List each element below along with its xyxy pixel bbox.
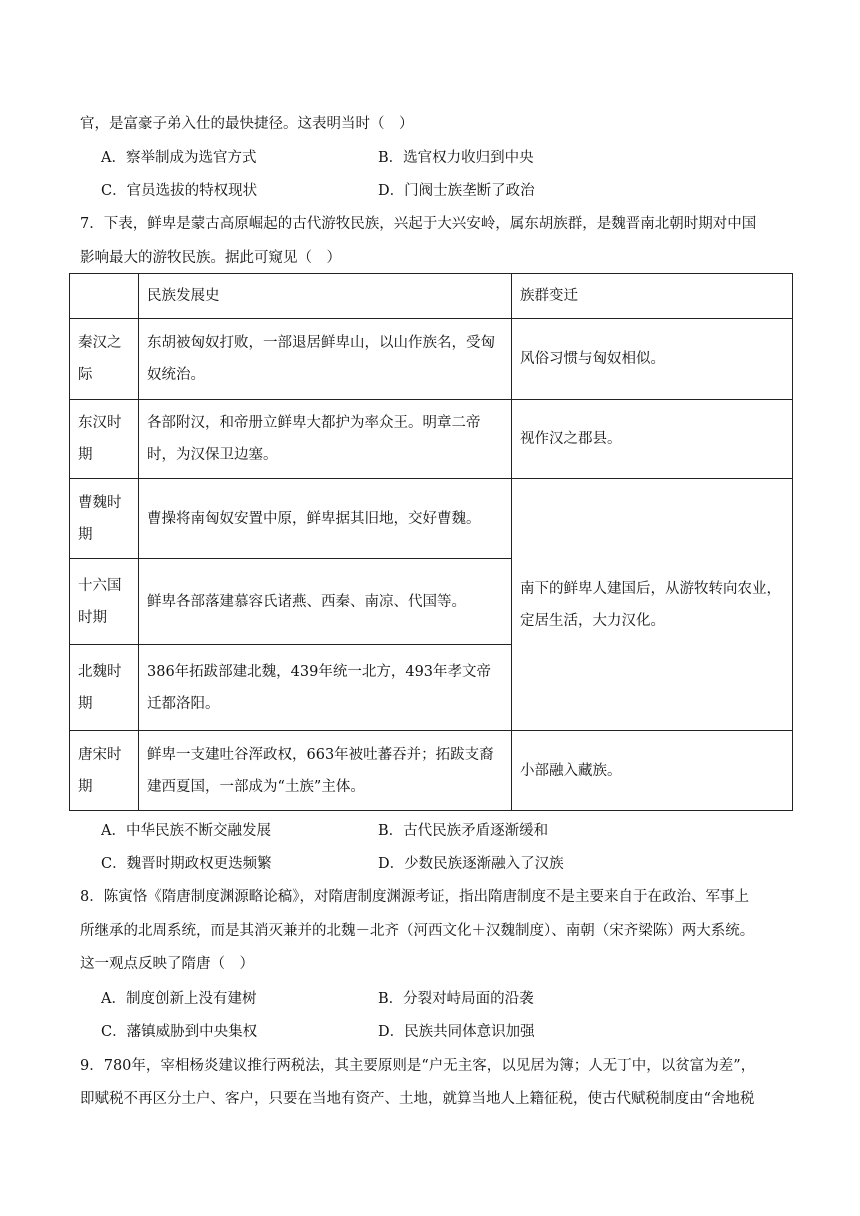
q7-option-b[interactable]: B．古代民族矛盾逐渐缓和 [378,823,549,839]
period-cell: 唐宋时期 [70,731,139,811]
q7-stem-line1: 7．下表，鲜卑是蒙古高原崛起的古代游牧民族，兴起于大兴安岭，属东胡族群，是魏晋南北朝时期对中国 [80,216,757,232]
table-header-cell: 族群变迁 [512,274,793,319]
change-cell: 小部融入藏族。 [512,731,793,811]
history-cell: 鲜卑各部落建慕容氏诸燕、西秦、南凉、代国等。 [139,559,512,645]
q7-stem-line2: 影响最大的游牧民族。据此可窥见（ ） [80,250,341,266]
change-cell: 视作汉之郡县。 [512,400,793,479]
change-cell: 风俗习惯与匈奴相似。 [512,319,793,400]
period-cell: 秦汉之际 [70,319,139,400]
q8-stem-line2: 所继承的北周系统，而是其消灭兼并的北魏－北齐（河西文化＋汉魏制度）、南朝（宋齐梁陈）两大系统。 [80,923,755,939]
history-cell: 各部附汉，和帝册立鲜卑大都护为率众王。明章二帝时，为汉保卫边塞。 [139,400,512,479]
history-cell: 鲜卑一支建吐谷浑政权，663年被吐蕃吞并；拓跋支裔建西夏国，一部成为“土族”主体。 [139,731,512,811]
q9-stem-line2: 即赋税不再区分土户、客户，只要在当地有资产、土地，就算当地人上籍征税，使古代赋税制度由“舍地税 [80,1091,755,1107]
q6-option-c[interactable]: C．官员选拔的特权现状 [101,183,258,199]
q7-option-d[interactable]: D．少数民族逐渐融入了汉族 [378,856,564,872]
table-row [70,731,793,811]
table-header-row [70,274,793,319]
q6-option-d[interactable]: D．门阀士族垄断了政治 [378,183,535,199]
q8-option-c[interactable]: C．藩镇威胁到中央集权 [101,1024,258,1040]
q7-option-c[interactable]: C．魏晋时期政权更迭频繁 [101,856,272,872]
period-cell: 东汉时期 [70,400,139,479]
period-cell: 十六国时期 [70,559,139,645]
table-header-cell [70,274,139,319]
q8-stem-line1: 8．陈寅恪《隋唐制度渊源略论稿》，对隋唐制度渊源考证，指出隋唐制度不是主要来自于在政治、军事上 [80,889,749,905]
table-row [70,400,793,479]
history-cell: 东胡被匈奴打败，一部退居鲜卑山，以山作族名，受匈奴统治。 [139,319,512,400]
change-cell-merged: 南下的鲜卑人建国后，从游牧转向农业，定居生活，大力汉化。 [512,479,793,731]
history-cell: 曹操将南匈奴安置中原，鲜卑据其旧地，交好曹魏。 [139,479,512,559]
q8-option-a[interactable]: A．制度创新上没有建树 [101,991,257,1007]
q8-option-d[interactable]: D．民族共同体意识加强 [378,1024,535,1040]
period-cell: 曹魏时期 [70,479,139,559]
q7-option-a[interactable]: A．中华民族不断交融发展 [101,823,271,839]
table-row [70,479,793,559]
q6-option-a[interactable]: A．察举制成为选官方式 [101,150,257,166]
q7-table [69,273,793,811]
table-row [70,319,793,400]
q9-stem-line1: 9．780年，宰相杨炎建议推行两税法，其主要原则是“户无主客，以见居为簿；人无丁中，以贫富为差”， [80,1058,756,1074]
q6-option-b[interactable]: B．选官权力收归到中央 [378,150,534,166]
q8-stem-line3: 这一观点反映了隋唐（ ） [80,956,254,972]
history-cell: 386年拓跋部建北魏，439年统一北方，493年孝文帝迁都洛阳。 [139,645,512,731]
period-cell: 北魏时期 [70,645,139,731]
q8-option-b[interactable]: B．分裂对峙局面的沿袭 [378,991,534,1007]
table-header-cell: 民族发展史 [139,274,512,319]
intro-line: 官，是富豪子弟入仕的最快捷径。这表明当时（ ） [80,116,414,132]
